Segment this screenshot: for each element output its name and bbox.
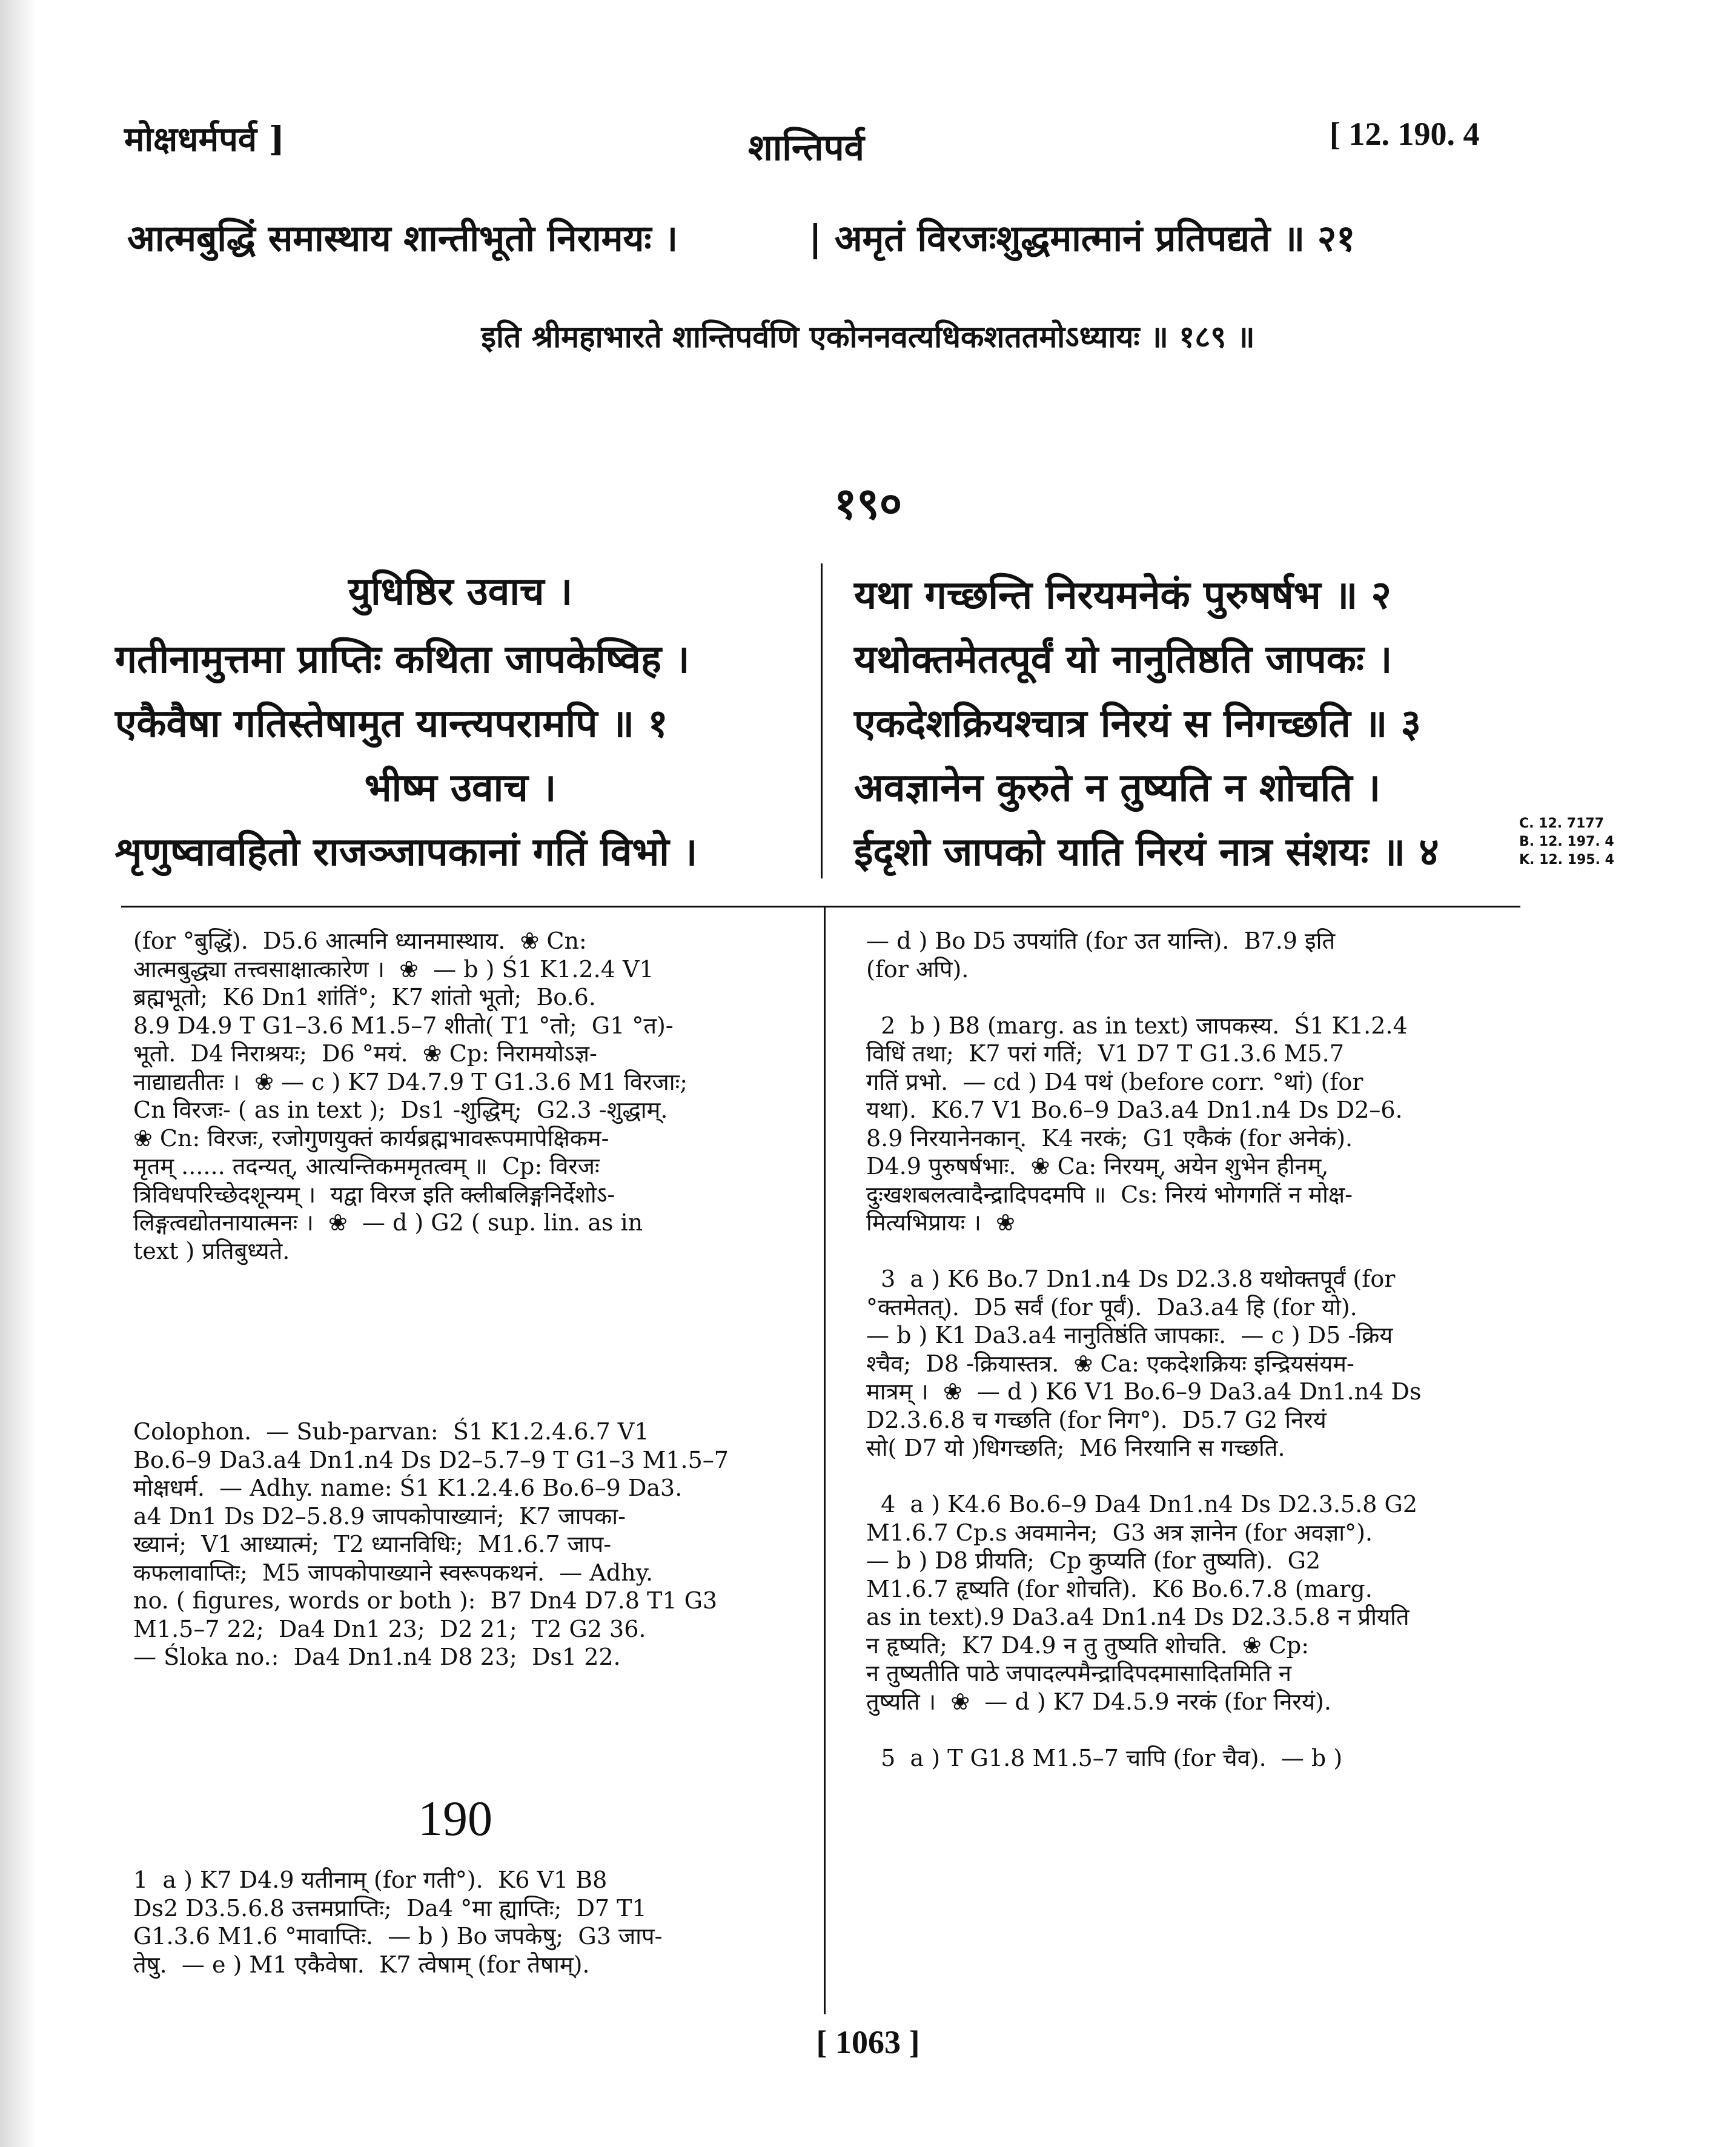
adhyaya-colophon: इति श्रीमहाभारते शान्तिपर्वणि एकोननवत्यधिकशततमोऽध्यायः ॥ १८९ ॥ [481, 319, 1255, 354]
note-line: M1.5–7 22; Da4 Dn1 23; D2 21; T2 G2 36. [133, 1615, 646, 1642]
note-line: मित्यभिप्रायः । ❀ [866, 1209, 1015, 1236]
note-line: 5 a ) T G1.8 M1.5–7 चापि (for चैव). — b ) [866, 1744, 1343, 1771]
note-line: 1 a ) K7 D4.9 यतीनाम् (for गती°). K6 V1 B8 [133, 1867, 608, 1893]
header-left: मोक्षधर्मपर्व ] [124, 119, 285, 159]
note-line: मात्रम् । ❀ — d ) K6 V1 Bo.6–9 Da3.a4 Dn1.n4 Ds [866, 1378, 1422, 1405]
note-line: (for °बुद्धिं). D5.6 आत्मनि ध्यानमास्थाय. ❀ Cn: [133, 927, 587, 954]
note-line: मोक्षधर्म. — Adhy. name: Ś1 K1.2.4.6 Bo.6–9 Da3. [133, 1475, 683, 1501]
note-line: न तुष्यतीति पाठे जपादल्पमैन्द्रादिपदमासादितमिति न [866, 1660, 1291, 1687]
note-line: Colophon. — Sub-parvan: Ś1 K1.2.4.6.7 V1 [133, 1418, 649, 1445]
note-line: (for अपि). [866, 955, 969, 983]
verse-line: यथा गच्छन्ति निरयमनेकं पुरुषर्षभ ॥ २ [854, 572, 1391, 618]
note-line: ❀ Cn: विरजः, रजोगुणयुक्तं कार्यब्रह्मभावरूपमापेक्षिकम- [133, 1124, 609, 1152]
notes-left-top [133, 927, 687, 1265]
note-line: — b ) K1 Da3.a4 नानुतिष्ठंति जापकाः. — c ) D5 -क्रिय [866, 1322, 1393, 1349]
note-line: no. ( figures, words or both ): B7 Dn4 D7.8 T1 G3 [133, 1587, 718, 1614]
speaker-bhishma: भीष्म उवाच । [364, 765, 557, 811]
note-line: 2 b ) B8 (marg. as in text) जापकस्य. Ś1 K1.2.4 [866, 1012, 1408, 1039]
note-line: Ds2 D3.5.6.8 उत्तमप्राप्तिः; Da4 °मा ह्याप्तिः; D7 T1 [133, 1894, 647, 1922]
note-line: सो( D7 यो )धिगच्छति; M6 निरयानि स गच्छति. [866, 1435, 1285, 1461]
note-line [866, 1462, 1421, 1491]
header-right: [ 12. 190. 4 [1330, 116, 1480, 152]
verse-line: एकैवैषा गतिस्तेषामुत यान्त्यपरामपि ॥ १ [115, 701, 668, 746]
note-line: तुष्यति । ❀ — d ) K7 D4.5.9 नरकं (for निरयं). [866, 1688, 1331, 1715]
note-line: गतिं प्रभो. — cd ) D4 पथं (before corr. °थां) (for [866, 1068, 1363, 1095]
top-verse-right: | अमृतं विरजःशुद्धमात्मानं प्रतिपद्यते ॥ २१ [809, 217, 1356, 260]
notes-left-colophon [133, 1418, 729, 1671]
chapter-number: १९० [833, 477, 903, 529]
verse-line: यथोक्तमेतत्पूर्वं यो नानुतिष्ठति जापकः । [854, 637, 1393, 682]
note-line: न हृष्यति; K7 D4.9 न तु तुष्यति शोचति. ❀ Cp: [866, 1631, 1310, 1659]
header-center: शान्तिपर्व [748, 127, 864, 169]
speaker-yudhisthira: युधिष्ठिर उवाच । [348, 569, 573, 614]
verse-line: ईदृशो जापको याति निरयं नात्र संशयः ॥ ४ [854, 829, 1439, 875]
note-line: Bo.6–9 Da3.a4 Dn1.n4 Ds D2–5.7–9 T G1–3 M1.5–7 [133, 1446, 729, 1473]
note-line: M1.6.7 Cp.s अवमानेन; G3 अत्र ज्ञानेन (for अवज्ञा°). [866, 1519, 1373, 1546]
note-line: G1.3.6 M1.6 °मावाप्तिः. — b ) Bo जपकेषु; G3 जाप- [133, 1923, 663, 1950]
note-line: विधिं तथा; K7 परां गतिं; V1 D7 T G1.3.6 M5.7 [866, 1040, 1344, 1067]
note-line: भूतो. D4 निराश्रयः; D6 °मयं. ❀ Cp: निरामयोऽज्ञ- [133, 1040, 597, 1067]
apparatus-column-divider [824, 906, 826, 2014]
note-line: Cn विरजः- ( as in text ); Ds1 -शुद्धिम्; G2.3 -शुद्धाम्. [133, 1097, 668, 1123]
concordance [1519, 815, 1614, 869]
note-line: कफलावाप्तिः; M5 जापकोपाख्याने स्वरूपकथनं. — Adhy. [133, 1559, 654, 1586]
verse-line: एकदेशक्रियश्चात्र निरयं स निगच्छति ॥ ३ [854, 701, 1421, 746]
verse-line: अवज्ञानेन कुरुते न तुष्यति न शोचति । [854, 765, 1381, 811]
apparatus-rule [121, 906, 1520, 908]
notes-right [866, 927, 1421, 1772]
note-line: D4.9 पुरुषर्षभाः. ❀ Ca: निरयम्, अयेन शुभेन हीनम्, [866, 1153, 1329, 1180]
note-line: — d ) Bo D5 उपयांति (for उत यान्ति). B7.9 इति [866, 927, 1336, 954]
note-line: दुःखशबलत्वादैन्द्रादिपदमपि ॥ Cs: निरयं भोगगतिं न मोक्ष- [866, 1181, 1353, 1208]
note-line: — b ) D8 प्रीयति; Cp कुप्यति (for तुष्यति). G2 [866, 1547, 1321, 1574]
verse-column-divider [821, 563, 823, 878]
note-line: 8.9 D4.9 T G1–3.6 M1.5–7 शीतो( T1 °तो; G1 °त)- [133, 1012, 674, 1039]
note-line: लिङ्गत्वद्योतनायात्मनः । ❀ — d ) G2 ( sup. lin. as in [133, 1209, 643, 1236]
note-line: तेषु. — e ) M1 एकैवेषा. K7 त्वेषाम् (for तेषाम्). [133, 1951, 590, 1978]
note-line [866, 983, 1421, 1012]
concordance-k: K. 12. 195. 4 [1519, 852, 1614, 868]
note-line [866, 1237, 1421, 1266]
note-line: — Śloka no.: Da4 Dn1.n4 D8 23; Ds1 22. [133, 1644, 621, 1670]
verse-line: शृणुष्वावहितो राजञ्जापकानां गतिं विभो । [115, 829, 698, 875]
note-line: 8.9 निरयानेनकान्. K4 नरकं; G1 एकैकं (for अनेकं). [866, 1124, 1353, 1152]
note-line: नाद्याद्यतीतः । ❀ — c ) K7 D4.7.9 T G1.3.6 M1 विरजाः; [133, 1068, 688, 1095]
concordance-b: B. 12. 197. 4 [1519, 834, 1614, 849]
verse-line: गतीनामुत्तमा प्राप्तिः कथिता जापकेष्विह । [115, 637, 690, 682]
note-line: D2.3.6.8 च गच्छति (for निग°). D5.7 G2 निरयं [866, 1406, 1327, 1433]
note-line: आत्मबुद्ध्या तत्त्वसाक्षात्कारेण । ❀ — b ) Ś1 K1.2.4 V1 [133, 955, 654, 983]
note-line: मृतम् ...... तदन्यत्, आत्यन्तिकममृतत्वम् ॥ Cp: विरजः [133, 1153, 600, 1180]
note-line: °क्तमेतत्). D5 सर्वं (for पूर्वं). Da3.a4 हि (for यो). [866, 1293, 1357, 1321]
note-line: ब्रह्मभूतो; K6 Dn1 शांतिं°; K7 शांतो भूतो; Bo.6. [133, 984, 596, 1010]
concordance-c: C. 12. 7177 [1519, 816, 1605, 831]
top-verse-left: आत्मबुद्धिं समास्थाय शान्तीभूतो निरामयः । [127, 217, 678, 260]
page-number: [ 1063 ] [816, 2024, 920, 2060]
section-number: 190 [418, 1791, 492, 1846]
note-line: 4 a ) K4.6 Bo.6–9 Da4 Dn1.n4 Ds D2.3.5.8 G2 [866, 1491, 1418, 1518]
note-line: M1.6.7 हृष्यति (for शोचति). K6 Bo.6.7.8 (marg. [866, 1575, 1373, 1602]
note-line: a4 Dn1 Ds D2–5.8.9 जापकोपाख्यानं; K7 जापका- [133, 1502, 626, 1530]
note-line: श्चैव; D8 -क्रियास्तत्र. ❀ Ca: एकदेशक्रियः इन्द्रियसंयम- [866, 1350, 1354, 1377]
note-line: ख्यानं; V1 आध्यात्मं; T2 ध्यानविधिः; M1.6.7 जाप- [133, 1531, 612, 1558]
note-line: त्रिविधपरिच्छेदशून्यम् । यद्वा विरज इति क्लीबलिङ्गनिर्देशोऽ- [133, 1181, 615, 1208]
note-line: यथा). K6.7 V1 Bo.6–9 Da3.a4 Dn1.n4 Ds D2–6. [866, 1097, 1403, 1123]
note-line [866, 1716, 1421, 1744]
note-line: text ) प्रतिबुध्यते. [133, 1237, 290, 1264]
notes-left-bottom [133, 1866, 662, 1979]
note-line: as in text).9 Da3.a4 Dn1.n4 Ds D2.3.5.8 न प्रीयति [866, 1604, 1410, 1630]
note-line: 3 a ) K6 Bo.7 Dn1.n4 Ds D2.3.8 यथोक्तपूर्वं (for [866, 1266, 1396, 1292]
